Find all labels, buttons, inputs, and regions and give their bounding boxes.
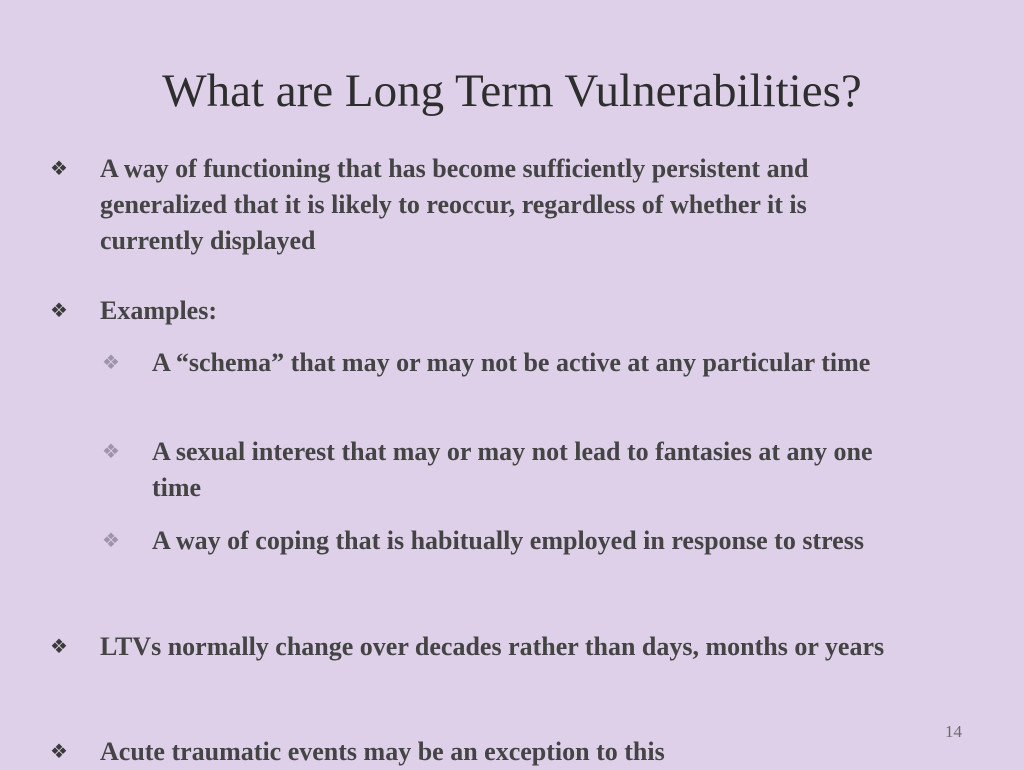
- sub-bullet-text: A “schema” that may or may not be active at any particular time: [152, 348, 871, 377]
- sub-bullet-sexual-interest: [102, 434, 912, 506]
- diamond-bullet-icon: ❖: [50, 636, 68, 658]
- page-number: 14: [945, 722, 962, 741]
- diamond-bullet-icon: ❖: [102, 352, 120, 374]
- diamond-bullet-icon: ❖: [50, 741, 68, 763]
- sub-bullet-coping: [102, 523, 942, 559]
- sub-bullet-schema: [102, 345, 942, 381]
- diamond-bullet-icon: ❖: [50, 158, 68, 180]
- bullet-ltv-change: [50, 629, 920, 665]
- diamond-bullet-icon: ❖: [102, 441, 120, 463]
- bullet-definition: [50, 151, 900, 259]
- bullet-examples: [50, 293, 940, 329]
- diamond-bullet-icon: ❖: [102, 530, 120, 552]
- bullet-acute-trauma: [50, 734, 940, 770]
- bullet-text: LTVs normally change over decades rather than days, months or years: [100, 632, 885, 661]
- diamond-bullet-icon: ❖: [50, 300, 68, 322]
- bullet-text: A way of functioning that has become sufficiently persistent and generalized that it is likely to reoccur, regardless of whether it is currently displayed: [100, 154, 809, 255]
- slide-title: What are Long Term Vulnerabilities?: [162, 65, 862, 117]
- sub-bullet-text: A sexual interest that may or may not lead to fantasies at any one time: [152, 437, 873, 502]
- bullet-text: Examples:: [100, 296, 217, 325]
- sub-bullet-text: A way of coping that is habitually employed in response to stress: [152, 526, 864, 555]
- bullet-text: Acute traumatic events may be an exception to this: [100, 737, 665, 766]
